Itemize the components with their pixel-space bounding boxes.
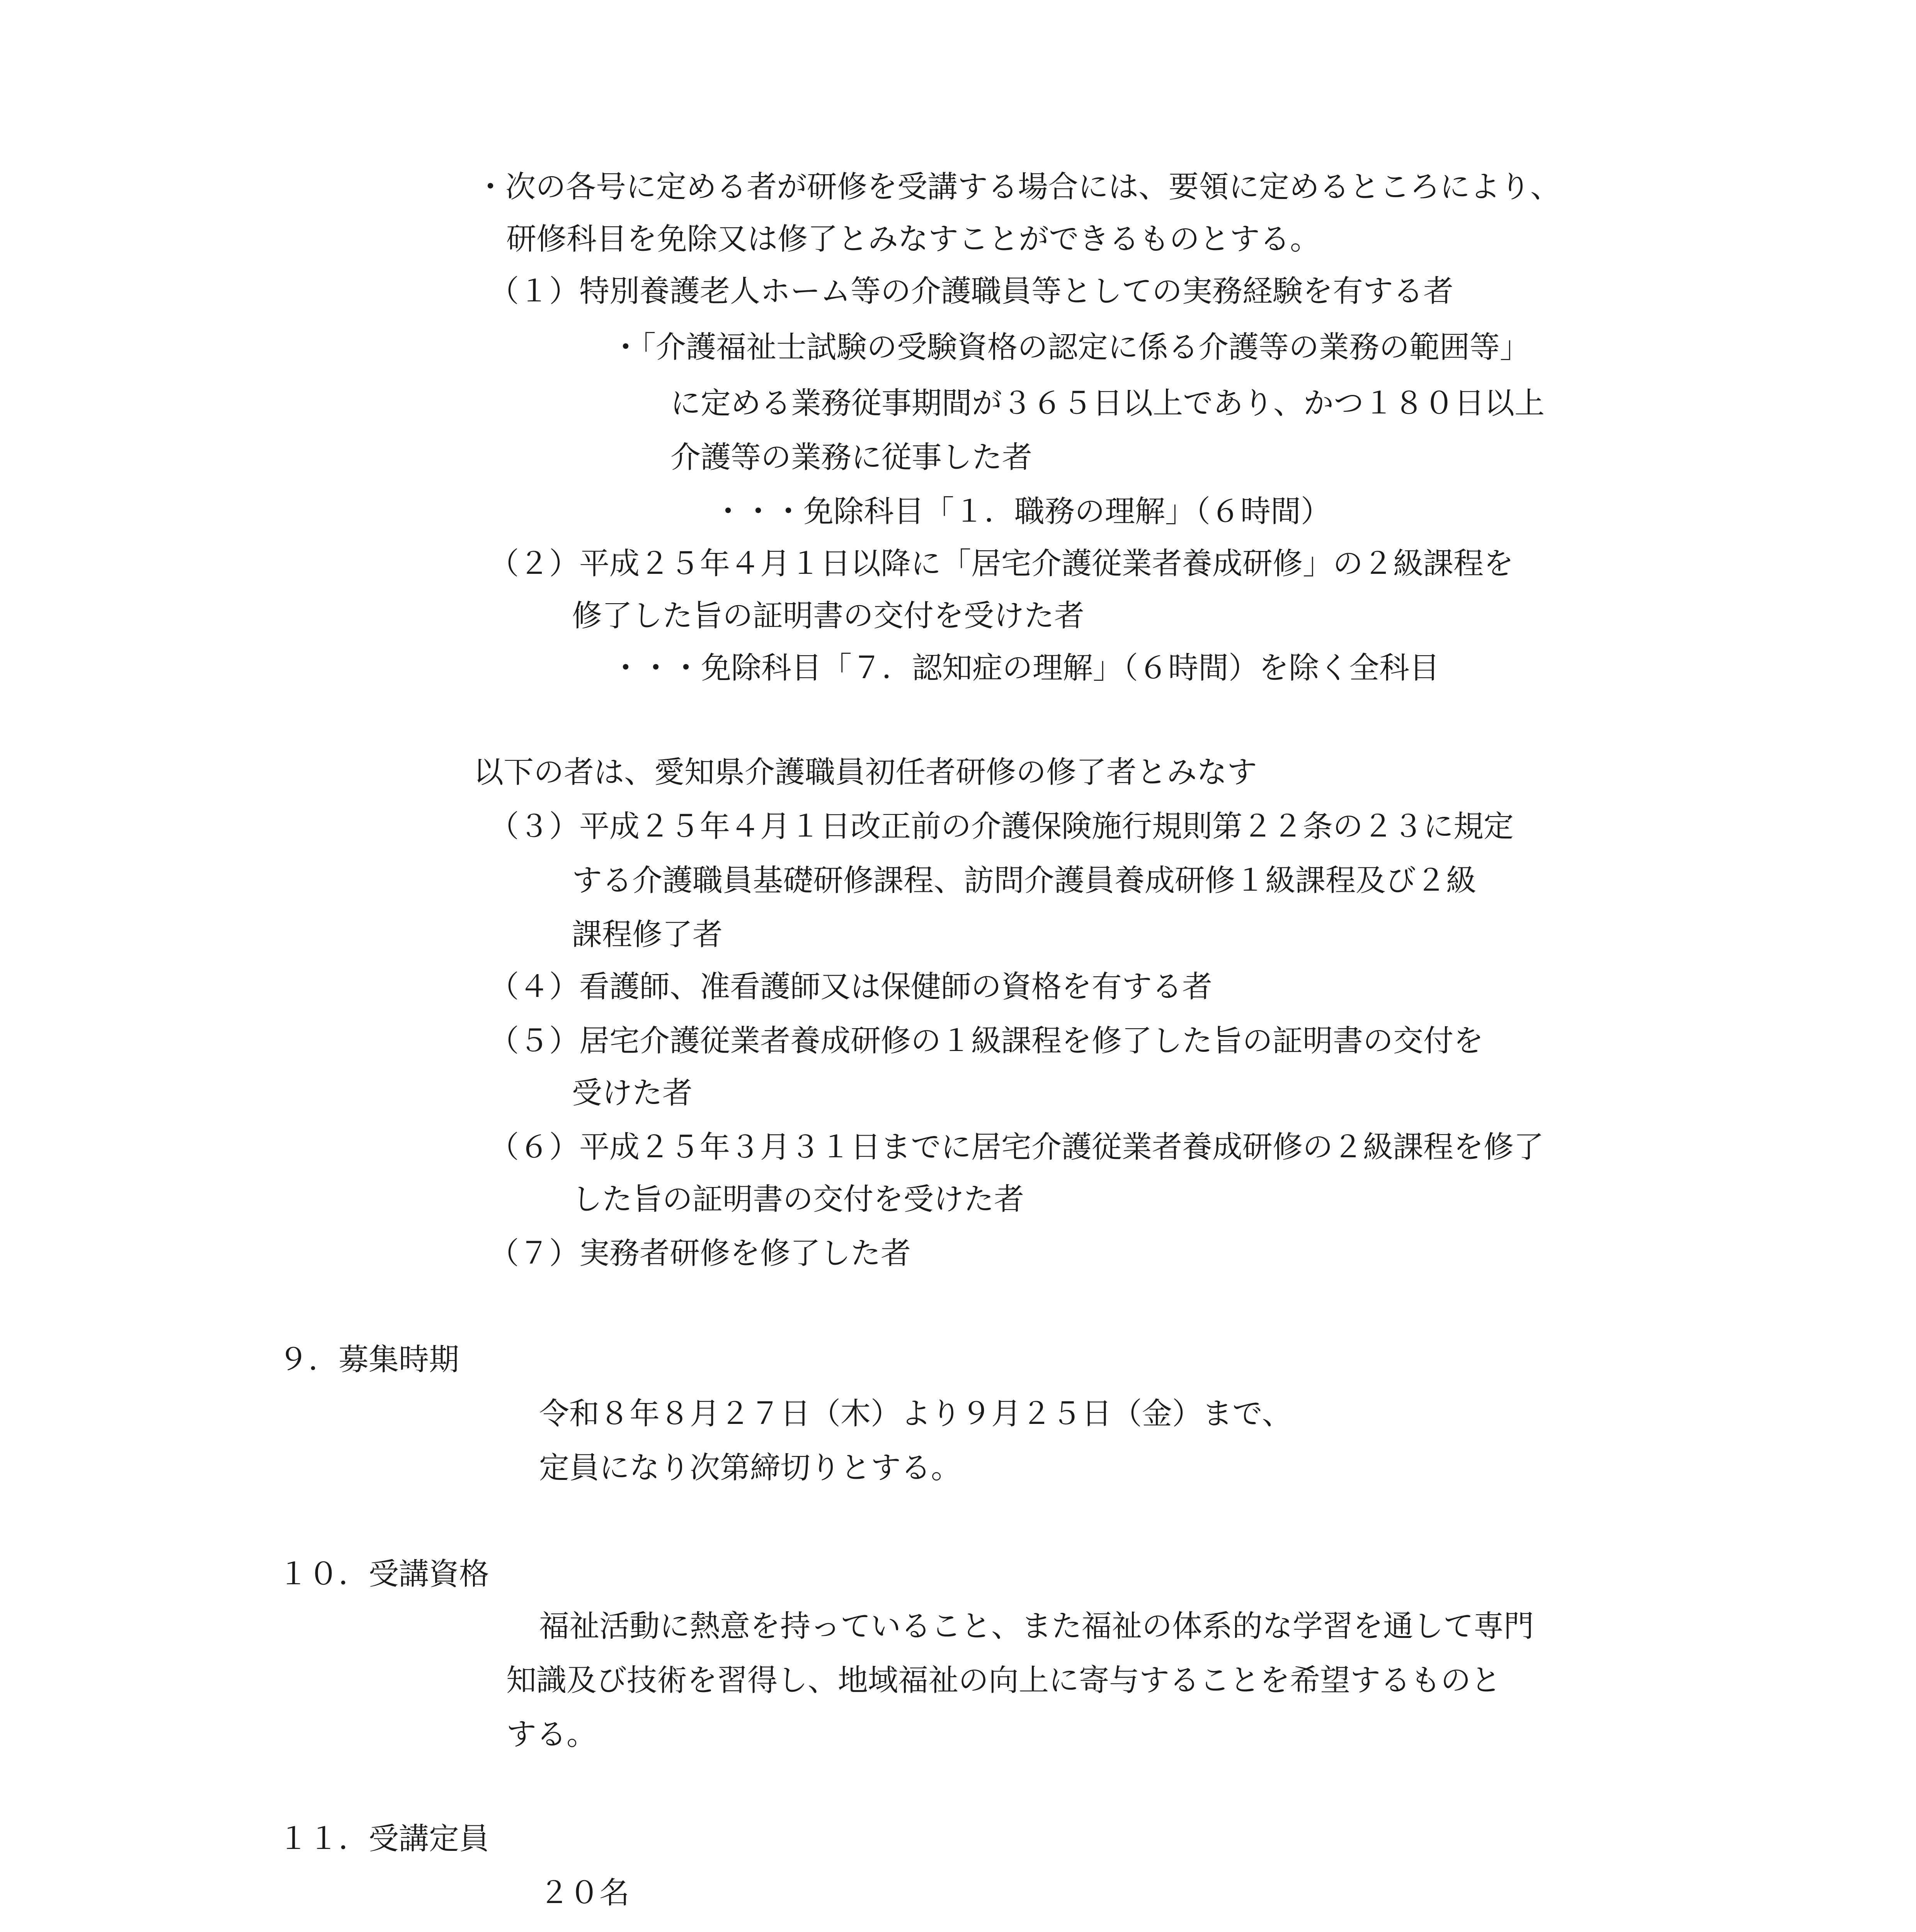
deemed-item-3-line-2: する介護職員基礎研修課程、訪問介護員養成研修１級課程及び２級	[572, 863, 1477, 898]
section-10-line-2: 知識及び技術を習得し、地域福祉の向上に寄与することを希望するものと	[506, 1663, 1501, 1698]
exemption-item-1-exempt-subject: ・・・免除科目「１．職務の理解」（６時間）	[713, 494, 1331, 529]
section-10-line-1: 福祉活動に熱意を持っていること、また福祉の体系的な学習を通して専門	[539, 1609, 1534, 1644]
exemption-item-2-line-1: （２）平成２５年４月１日以降に「居宅介護従業者養成研修」の２級課程を	[489, 546, 1514, 581]
section-10-heading: １０．受講資格	[278, 1557, 490, 1592]
deemed-item-3-line-1: （３）平成２５年４月１日改正前の介護保険施行規則第２２条の２３に規定	[489, 809, 1514, 844]
deemed-item-3-line-3: 課程修了者	[572, 917, 723, 952]
deemed-item-6-line-2: した旨の証明書の交付を受けた者	[572, 1182, 1024, 1217]
deemed-heading: 以下の者は、愛知県介護職員初任者研修の修了者とみなす	[473, 755, 1257, 790]
exemption-item-1-title: （１）特別養護老人ホーム等の介護職員等としての実務経験を有する者	[489, 274, 1454, 309]
exemption-intro-line-1: ・次の各号に定める者が研修を受講する場合には、要領に定めるところにより、	[475, 170, 1561, 204]
section-11-heading: １１．受講定員	[278, 1821, 490, 1856]
exemption-item-1-detail-1: ・「介護福祉士試験の受験資格の認定に係る介護等の業務の範囲等」	[611, 330, 1530, 365]
exemption-intro-line-2: 研修科目を免除又は修了とみなすことができるものとする。	[506, 222, 1320, 257]
exemption-item-1-detail-2: に定める業務従事期間が３６５日以上であり、かつ１８０日以上	[670, 386, 1545, 421]
deemed-item-6-line-1: （６）平成２５年３月３１日までに居宅介護従業者養成研修の２級課程を修了	[489, 1130, 1544, 1165]
deemed-item-5-line-2: 受けた者	[572, 1076, 693, 1111]
exemption-item-1-detail-3: 介護等の業務に従事した者	[670, 440, 1033, 475]
exemption-item-2-line-2: 修了した旨の証明書の交付を受けた者	[572, 599, 1085, 633]
section-9-closing-note: 定員になり次第締切りとする。	[539, 1451, 961, 1485]
deemed-item-7: （７）実務者研修を修了した者	[489, 1236, 911, 1271]
deemed-item-5-line-1: （５）居宅介護従業者養成研修の１級課程を修了した旨の証明書の交付を	[489, 1024, 1484, 1058]
section-11-capacity: ２０名	[539, 1876, 630, 1910]
section-10-line-3: する。	[506, 1717, 597, 1752]
section-9-heading: ９．募集時期	[278, 1342, 459, 1377]
deemed-item-4: （４）看護師、准看護師又は保健師の資格を有する者	[489, 969, 1213, 1004]
section-9-period: 令和８年８月２７日（木）より９月２５日（金）まで、	[539, 1396, 1292, 1431]
exemption-item-2-exempt-subject: ・・・免除科目「７．認知症の理解」（６時間）を除く全科目	[611, 651, 1440, 685]
